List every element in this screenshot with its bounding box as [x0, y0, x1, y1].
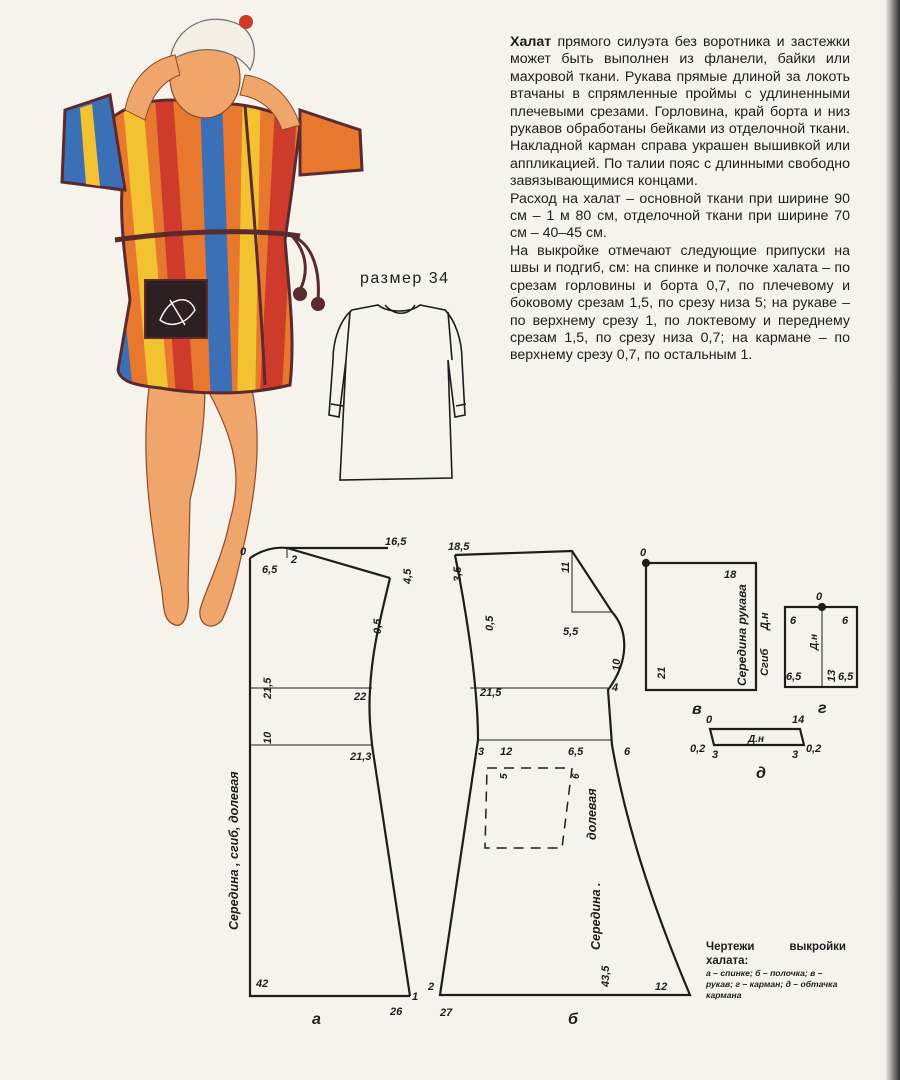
- svg-text:Середина , сгиб, долевая: Середина , сгиб, долевая: [227, 771, 241, 930]
- svg-text:27: 27: [440, 1007, 453, 1019]
- caption-title: Чертежи выкройки халата:: [706, 941, 846, 967]
- svg-text:21,5: 21,5: [262, 677, 274, 699]
- article-title: Халат: [510, 34, 552, 50]
- svg-text:г: г: [818, 700, 827, 717]
- svg-text:Середина .: Середина .: [589, 882, 603, 950]
- svg-text:5,5: 5,5: [563, 626, 579, 638]
- svg-text:Д.н: Д.н: [809, 633, 820, 650]
- article-intro: [510, 34, 850, 191]
- facing-labels: [690, 714, 821, 782]
- svg-text:42: 42: [256, 978, 269, 990]
- svg-text:Д.н: Д.н: [759, 612, 771, 630]
- svg-text:3,5: 3,5: [452, 566, 464, 582]
- back-labels: [227, 536, 418, 1028]
- svg-text:0,2: 0,2: [690, 743, 706, 755]
- article-text: [510, 34, 850, 365]
- svg-text:13: 13: [826, 669, 838, 682]
- svg-text:д: д: [756, 765, 766, 782]
- article-consumption: Расход на халат – основной ткани при ширине 90 см – 1 м 80 см, отделочной ткани при ширине 70 см – 40–45 см.: [510, 190, 850, 242]
- svg-text:6,5: 6,5: [262, 564, 278, 576]
- svg-text:4: 4: [612, 682, 619, 694]
- svg-text:2: 2: [428, 981, 435, 993]
- front-labels: [427, 541, 667, 1028]
- svg-text:Середина рукава: Середина рукава: [735, 584, 749, 686]
- svg-text:11: 11: [560, 561, 572, 573]
- svg-text:26: 26: [390, 1006, 403, 1018]
- svg-text:18,5: 18,5: [448, 541, 470, 553]
- svg-text:0: 0: [640, 547, 647, 559]
- svg-text:1: 1: [412, 991, 419, 1003]
- svg-text:в: в: [692, 701, 702, 718]
- svg-text:долевая: долевая: [585, 788, 599, 840]
- svg-text:10: 10: [262, 731, 274, 744]
- svg-text:16,5: 16,5: [385, 536, 407, 548]
- pattern-front: [440, 551, 690, 995]
- svg-text:12: 12: [500, 746, 513, 758]
- svg-text:22: 22: [354, 691, 367, 703]
- svg-text:21,5: 21,5: [480, 687, 502, 699]
- svg-text:12: 12: [655, 981, 668, 993]
- svg-text:б: б: [568, 1011, 578, 1028]
- svg-text:6,5: 6,5: [786, 671, 802, 683]
- svg-text:6: 6: [842, 615, 849, 627]
- svg-text:0: 0: [816, 591, 823, 603]
- girl-illustration: [60, 15, 362, 626]
- svg-text:21,3: 21,3: [350, 751, 372, 763]
- svg-text:Сгиб: Сгиб: [759, 648, 771, 676]
- svg-text:0,5: 0,5: [372, 618, 384, 634]
- svg-text:18: 18: [724, 569, 737, 581]
- svg-text:6: 6: [624, 746, 631, 758]
- svg-text:2: 2: [291, 554, 298, 566]
- page-edge-shadow: [886, 0, 900, 1080]
- svg-text:0: 0: [706, 714, 713, 726]
- svg-text:5: 5: [499, 773, 510, 779]
- svg-text:0,5: 0,5: [484, 615, 496, 631]
- svg-text:3: 3: [478, 746, 485, 758]
- robe-sketch: [329, 305, 466, 480]
- pattern-back: [250, 548, 410, 996]
- svg-text:10: 10: [611, 658, 623, 671]
- svg-text:6: 6: [571, 773, 582, 779]
- svg-text:0: 0: [240, 546, 247, 558]
- svg-text:4,5: 4,5: [402, 568, 414, 584]
- svg-text:14: 14: [792, 714, 805, 726]
- svg-text:3: 3: [712, 749, 719, 761]
- article-intro-text: прямого силуэта без воротника и застежки может быть выполнен из фланели, байки или махровой ткани. Рукава прямые длиной за локоть втачаны в спрямленные проймы с удлиненными плечевыми срезами. Горловина, край борта и низ рукавов обработаны бейками из отделочной ткани. Накладной карман справа украшен вышивкой или аппликацией. По талии пояс с длинными свободно завязывающимися концами.: [510, 34, 850, 190]
- svg-text:Д.н: Д.н: [748, 734, 765, 745]
- sleeve-labels: [640, 547, 771, 718]
- svg-text:0,2: 0,2: [806, 743, 822, 755]
- size-label: размер 34: [360, 270, 450, 287]
- svg-text:а: а: [312, 1011, 321, 1028]
- svg-text:6: 6: [790, 615, 797, 627]
- svg-text:6,5: 6,5: [838, 671, 854, 683]
- figure-caption: [706, 940, 846, 1001]
- svg-text:3: 3: [792, 749, 799, 761]
- svg-text:43,5: 43,5: [600, 965, 612, 987]
- caption-items: а – спинке; б – полочка; в – рукав; г – карман; д – обтачка кармана: [706, 968, 838, 1000]
- svg-text:6,5: 6,5: [568, 746, 584, 758]
- article-allowances: На выкройке отмечают следующие припуски на швы и подгиб, см: на спинке и полочке халата – по срезам горловины и борта 0,7, по плечевому и боковому срезам 1,5, по срезу низа 5; на рукаве – по верхнему срезу 1, по локтевому и переднему срезам 1,5, по срезу низа 0,7; на кармане – по верхнему срезу 0,7, по остальным 1.: [510, 242, 850, 364]
- svg-text:21: 21: [656, 666, 668, 679]
